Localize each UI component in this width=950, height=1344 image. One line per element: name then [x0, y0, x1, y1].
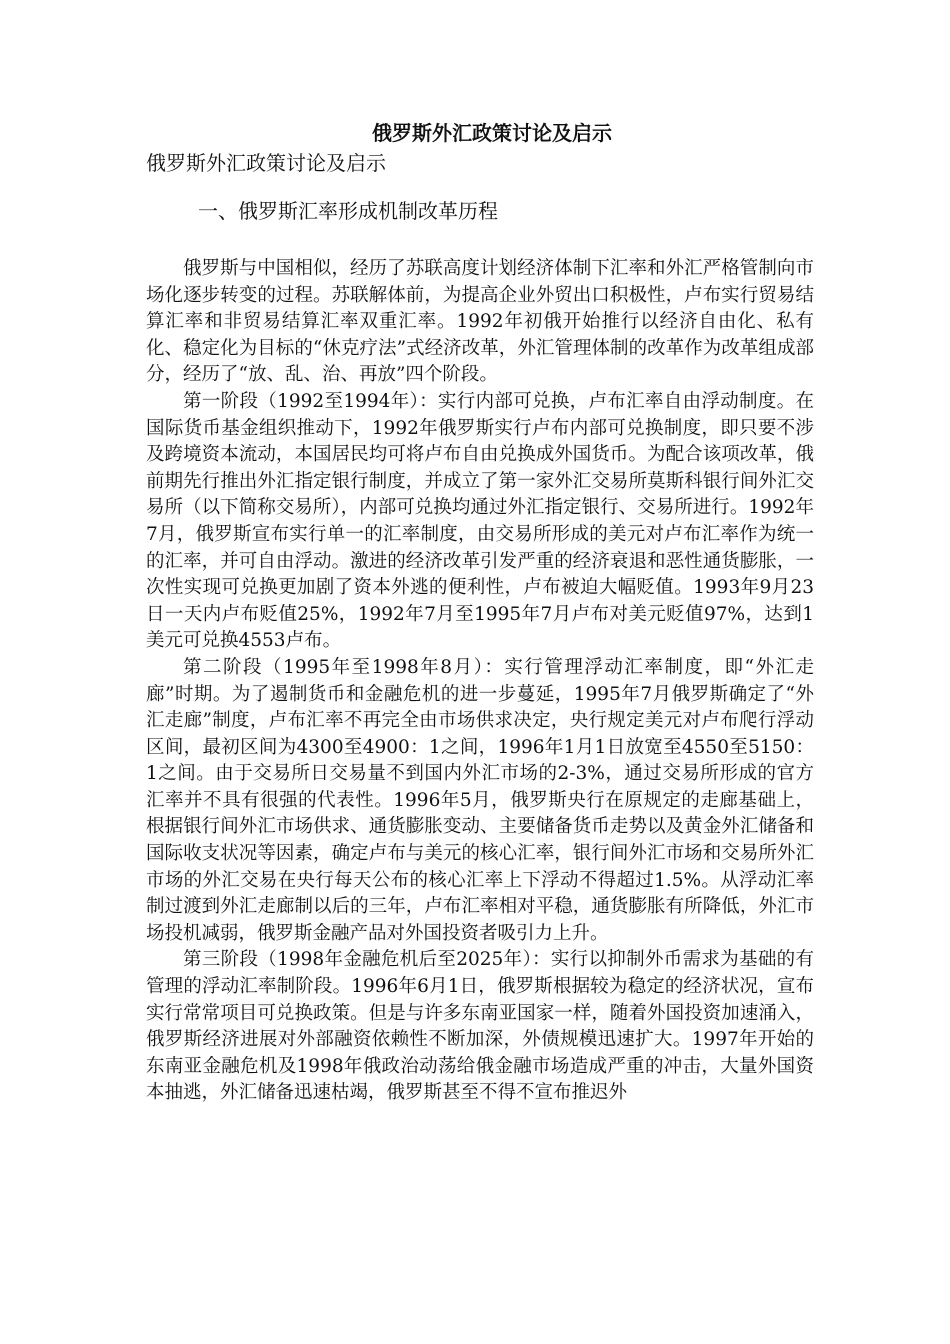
section-heading: 一、俄罗斯汇率形成机制改革历程: [198, 199, 498, 223]
document-title: 俄罗斯外汇政策讨论及启示: [372, 121, 612, 145]
document-subtitle: 俄罗斯外汇政策讨论及启示: [146, 151, 386, 175]
paragraph-stage-three: 第三阶段（1998年金融危机后至2025年）：实行以抑制外币需求为基础的有管理的浮动汇率制阶段。1996年6月1日，俄罗斯根据较为稳定的经济状况，宣布实行常常项目可兑换政策。但是与许多东南亚国家一样，随着外国投资加速涌入，俄罗斯经济进展对外部融资依赖性不断加深，外债规模迅速扩大。1997年开始的东南亚金融危机及1998年俄政治动荡给俄金融市场造成严重的冲击，大量外国资本抽逃，外汇储备迅速枯竭，俄罗斯甚至不得不宣布推迟外: [146, 949, 814, 1104]
paragraph-stage-one: 第一阶段（1992至1994年）：实行内部可兑换，卢布汇率自由浮动制度。在国际货币基金组织推动下，1992年俄罗斯实行卢布内部可兑换制度，即只要不涉及跨境资本流动，本国居民均可将卢布自由兑换成外国货币。为配合该项改革，俄前期先行推出外汇指定银行制度，并成立了第一家外汇交易所莫斯科银行间外汇交易所（以下简称交易所），内部可兑换均通过外汇指定银行、交易所进行。1992年7月，俄罗斯宣布实行单一的汇率制度，由交易所形成的美元对卢布汇率作为统一的汇率，并可自由浮动。激进的经济改革引发严重的经济衰退和恶性通货膨胀，一次性实现可兑换更加剧了资本外逃的便利性，卢布被迫大幅贬值。1993年9月23日一天内卢布贬值25%，1992年7月至1995年7月卢布对美元贬值97%，达到1美元可兑换4553卢布。: [146, 390, 814, 652]
paragraph-stage-two: 第二阶段（1995年至1998年8月）：实行管理浮动汇率制度，即“外汇走廊”时期。为了遏制货币和金融危机的进一步蔓延，1995年7月俄罗斯确定了“外汇走廊”制度，卢布汇率不再完全由市场供求决定，央行规定美元对卢布爬行浮动区间，最初区间为4300至4900：1之间，1996年1月1日放宽至4550至5150：1之间。由于交易所日交易量不到国内外汇市场的2-3%，通过交易所形成的官方汇率并不具有很强的代表性。1996年5月，俄罗斯央行在原规定的走廊基础上，根据银行间外汇市场供求、通货膨胀变动、主要储备货币走势以及黄金外汇储备和国际收支状况等因素，确定卢布与美元的核心汇率，银行间外汇市场和交易所外汇市场的外汇交易在央行每天公布的核心汇率上下浮动不得超过1.5%。从浮动汇率制过渡到外汇走廊制以后的三年，卢布汇率相对平稳，通货膨胀有所降低，外汇市场投机减弱，俄罗斯金融产品对外国投资者吸引力上升。: [146, 656, 814, 944]
paragraph-intro: 俄罗斯与中国相似，经历了苏联高度计划经济体制下汇率和外汇严格管制向市场化逐步转变的过程。苏联解体前，为提高企业外贸出口积极性，卢布实行贸易结算汇率和非贸易结算汇率双重汇率。1992年初俄开始推行以经济自由化、私有化、稳定化为目标的“休克疗法”式经济改革，外汇管理体制的改革作为改革组成部分，经历了“放、乱、治、再放”四个阶段。: [146, 258, 814, 386]
